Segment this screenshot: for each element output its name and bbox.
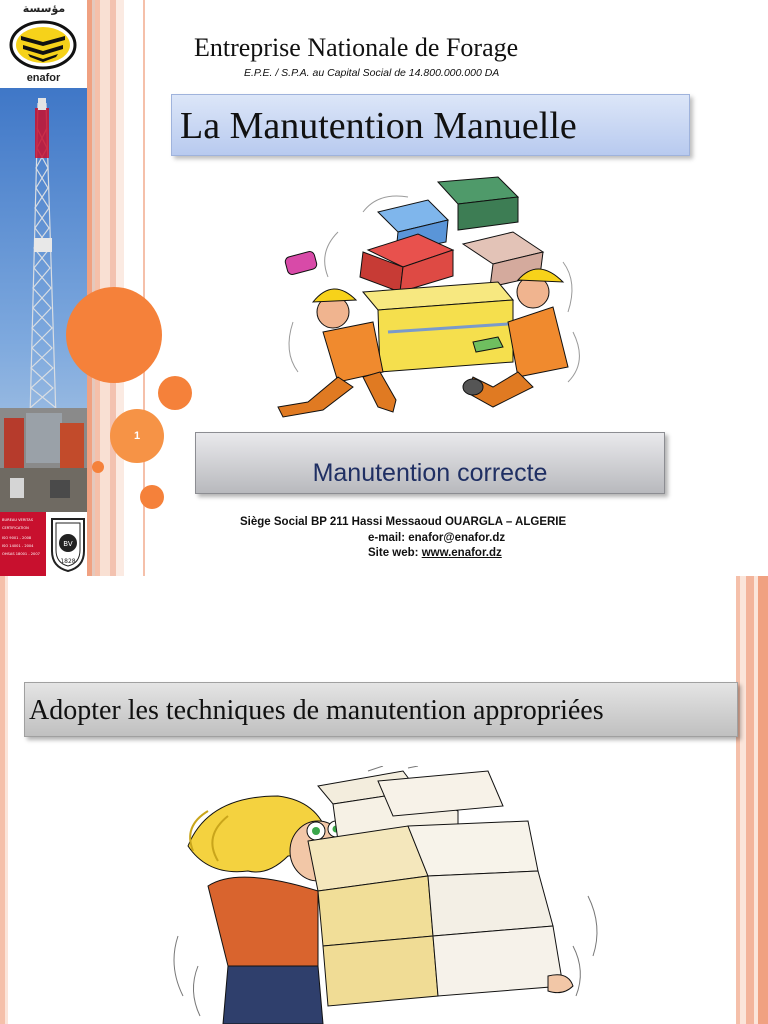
workers-carrying-boxes-illustration [268, 172, 598, 422]
page-number: 1 [133, 430, 141, 442]
address-line: Siège Social BP 211 Hassi Messaoud OUARGLA – ALGERIE [240, 516, 567, 528]
cert-line-2: CERTIFICATION [2, 526, 29, 530]
certification-badge [0, 512, 95, 576]
slide-title: La Manutention Manuelle [180, 105, 577, 147]
logo-name: enafor [26, 72, 61, 84]
svg-text:BV: BV [63, 540, 73, 548]
bureau-veritas-label [0, 512, 46, 576]
decor-circle [158, 376, 192, 410]
website-link[interactable]: www.enafor.dz [421, 547, 502, 559]
drilling-rig-photo [0, 88, 87, 512]
website-label: Site web: [368, 547, 422, 559]
email-line: e-mail: enafor@enafor.dz [368, 532, 506, 544]
woman-carrying-boxes-illustration [168, 766, 608, 1024]
decor-circle [92, 461, 104, 473]
decor-stripe [746, 576, 754, 1024]
cert-line-1: BUREAU VERITAS [2, 518, 34, 522]
slide-heading: Adopter les techniques de manutention appropriées [29, 695, 604, 726]
cert-line-5: OHSAS 18001 - 2007 [2, 552, 40, 556]
enafor-logo [0, 0, 87, 88]
enafor-logo-icon [9, 20, 77, 70]
subtitle-box [195, 432, 665, 494]
bureau-veritas-seal-icon [48, 515, 88, 573]
title-box [171, 94, 690, 156]
logo-arabic-text: مؤسسة [22, 2, 66, 15]
slide-2 [0, 576, 768, 1024]
website-line [368, 547, 502, 559]
slide-subtitle: Manutention correcte [312, 459, 548, 487]
heading-banner [24, 682, 738, 737]
decor-circle [66, 287, 162, 383]
seal-year: 1828 [60, 558, 76, 565]
decor-stripe [5, 576, 8, 1024]
cert-line-3: ISO 9001 - 2008 [2, 536, 32, 540]
cert-line-4: ISO 14001 - 2004 [2, 544, 34, 548]
decor-circle [140, 485, 164, 509]
company-name: Entreprise Nationale de Forage [194, 33, 519, 62]
company-subtitle: E.P.E. / S.P.A. au Capital Social de 14.800.000.000 DA [244, 67, 500, 79]
decor-stripe [758, 576, 768, 1024]
